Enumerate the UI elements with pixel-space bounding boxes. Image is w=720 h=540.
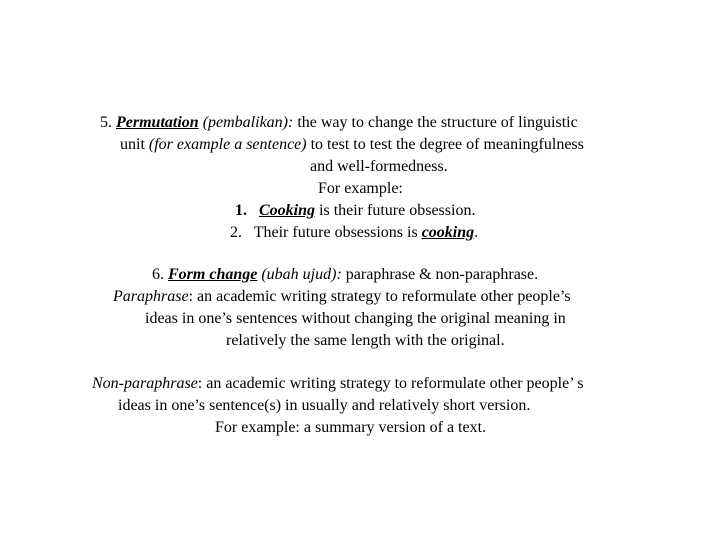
section5-definition-line3: and well-formedness. (310, 158, 448, 175)
section6-heading-line (152, 265, 538, 285)
section5-definition-start: the way to change the structure of linguistic (297, 114, 578, 131)
paraphrase-line1 (113, 287, 571, 307)
section5-example-label: For example: (318, 180, 403, 197)
section6-definition: paraphrase & non-paraphrase. (345, 266, 539, 283)
section6-number: 6. (152, 266, 164, 283)
example-1-keyword: Cooking (259, 202, 316, 219)
nonparaphrase-line1 (92, 374, 584, 394)
section6-term: Form change (168, 266, 258, 283)
section5-number: 5. (100, 114, 112, 131)
section5-definition-line2 (120, 135, 584, 155)
section5-line2-italic: (for example a sentence) (148, 136, 307, 153)
section5-line2-rest: to test to test the degree of meaningfulness (310, 136, 584, 153)
section6-gloss: (ubah ujud): (261, 266, 342, 283)
example-2-number: 2. (230, 224, 242, 241)
example-1-rest: is their future obsession. (319, 202, 476, 219)
example-2-keyword: cooking (421, 224, 475, 241)
paraphrase-line2: ideas in one’s sentences without changing the original meaning in (145, 310, 566, 327)
section5-line2-text: unit (120, 136, 145, 153)
paraphrase-line3: relatively the same length with the original. (226, 332, 505, 349)
nonparaphrase-definition: : an academic writing strategy to reformulate other people’ s (197, 375, 584, 392)
paraphrase-term: Paraphrase (113, 288, 189, 305)
section5-example-1 (235, 201, 475, 221)
nonparaphrase-term: Non-paraphrase (92, 375, 198, 392)
section5-gloss: (pembalikan): (202, 114, 294, 131)
section5-term: Permutation (116, 114, 199, 131)
paraphrase-definition: : an academic writing strategy to reformulate other people’s (188, 288, 571, 305)
example-2-period: . (474, 224, 479, 241)
section5-heading-line (100, 113, 578, 133)
example-2-text: Their future obsessions is (253, 224, 418, 241)
example-1-number: 1. (235, 202, 247, 219)
nonparaphrase-line2: ideas in one’s sentence(s) in usually and relatively short version. (118, 397, 531, 414)
nonparaphrase-line3: For example: a summary version of a text. (215, 419, 487, 436)
section5-example-2 (230, 223, 478, 243)
